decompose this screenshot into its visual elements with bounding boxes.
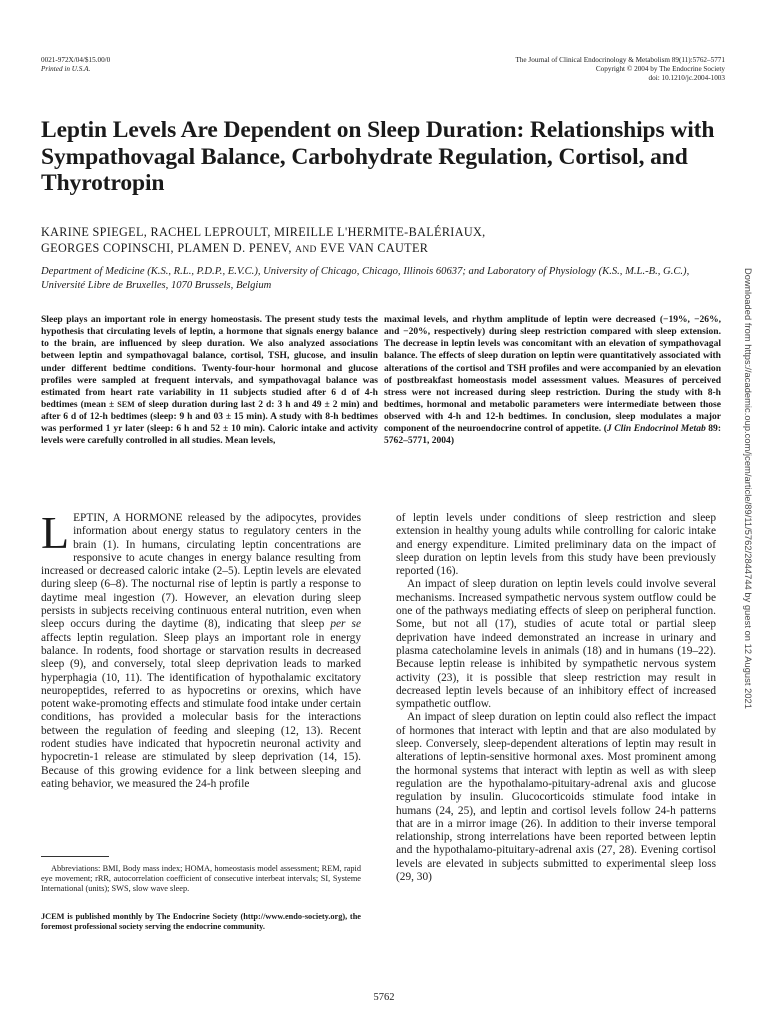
abstract-left-b: of sleep duration during last 2 d: 3 h and 49 ± 2 min) and after 6 d of 12-h bedtimes (sleep: 9 h and 03 ± 15 min). A study with 8-h bedtimes was performed 1 yr later (sleep: 6 h and 52 ± 10 min). Caloric intake and activity levels were carefully controlled in all studies. Mean levels,	[41, 398, 378, 447]
journal-code-header	[41, 56, 110, 74]
abstract-right-a: maximal levels, and rhythm amplitude of leptin were decreased (−19%, −26%, and −20%, respectively) during sleep restriction compared with sleep extension. The decrease in leptin levels was concomitant with an elevation of sympathovagal balance. The effects of sleep duration on leptin were quantitatively associated with alterations of the cortisol and TSH profiles and were accompanied by an elevation of postbreakfast homeostasis model assessment values. Measures of perceived stress were not increased during sleep restriction. During the study with 8-h bedtimes, hormonal and metabolic parameters were intermediate between those observed with 4-h and 12-h bedtimes. In conclusion, sleep modulates a major component of the neuroendocrine control of appetite. (	[384, 314, 721, 435]
abstract-sem: SEM	[117, 399, 135, 409]
abstract-right-b: 89: 5762–5771, 2004)	[384, 423, 722, 447]
intro-per-se: per se	[330, 618, 361, 631]
body-column-left	[41, 507, 361, 791]
issn-line: 0021-972X/04/$15.00/0	[41, 56, 111, 64]
affiliation: Department of Medicine (K.S., R.L., P.D.P., E.V.C.), University of Chicago, Chicago, Illinois 60637; and Laboratory of Physiology (K.S., M.L.-B., G.C.), Université Libre de Bruxelles, 1070 Brussels, Belgium	[41, 266, 690, 291]
body-column-right	[396, 512, 716, 884]
download-note-text: Downloaded from https://academic.oup.com/jcem/article/89/11/5762/2844744 by guest on 12 August 2021	[743, 268, 753, 709]
intro-paragraph-1	[41, 507, 361, 791]
author-list	[41, 224, 721, 258]
author-and: AND	[295, 245, 317, 255]
intro-p1-a: EPTIN, A HORMONE released by the adipocytes, provides information about energy status to regulatory centers in the brain (1). In humans, circulating leptin concentrations are responsive to acute changes in energy balance resulting from increased or decreased caloric intake (2–5). Leptin levels are elevated during sleep (6–8). The nocturnal rise of leptin is partly a response to daytime meal ingestion (7). However, an elevation during sleep persists in subjects receiving continuous enteral nutrition, even when sleep occurs during the daytime (8), indicating that sleep	[41, 512, 361, 631]
doi-line: doi: 10.1210/jc.2004-1003	[648, 74, 725, 82]
copyright-line: Copyright © 2004 by The Endocrine Society	[595, 65, 725, 73]
intro-paragraph-4: An impact of sleep duration on leptin could also reflect the impact of hormones that interact with leptin and that are also modulated by sleep. Conversely, sleep-dependent alterations of leptin may result in alterations of leptin-sensitive hormonal axes. Most prominent among the hormonal systems that interact with leptin as well as with sleep regulation are the hypothalamo-pituitary-adrenal axis and glucose regulation by insulin. Glucocorticoids stimulate food intake in humans (24, 25), and leptin and cortisol levels follow 24-h patterns that are in a mirror image (26). In addition to their inverse temporal relationship, strong interrelations have been reported between leptin and the hypothalamo-pituitary-adrenal axis (27, 28). Evening cortisol levels are elevated in subjects submitted to experimental sleep loss (29, 30)	[396, 711, 716, 884]
page-number: 5762	[373, 992, 395, 1003]
drop-cap: L	[41, 507, 70, 558]
footnote-divider	[41, 856, 109, 857]
abstract-citation: J Clin Endocrinol Metab	[606, 423, 706, 435]
article-title: Leptin Levels Are Dependent on Sleep Duration: Relationships with Sympathovagal Balance, Carbohydrate Regulation, Cortisol, and Thyrotropin	[41, 117, 715, 196]
journal-name-line: The Journal of Clinical Endocrinology & Metabolism 89(11):5762–5771	[515, 56, 725, 64]
download-side-note	[741, 268, 753, 948]
author-line-2b: EVE VAN CAUTER	[320, 241, 429, 255]
author-line-1: KARINE SPIEGEL, RACHEL LEPROULT, MIREILLE L'HERMITE-BALÉRIAUX,	[41, 225, 486, 239]
intro-paragraph-3: An impact of sleep duration on leptin levels could involve several mechanisms. Increased sympathetic nervous system outflow could be one of the pathways mediating effects of sleep on peripheral function. Some, but not all (17), studies of acute total or partial sleep deprivation have indeed demonstrated an increase in urinary and plasma catecholamine levels in animals (18) and in humans (19–22). Because leptin release is inhibited by sympathetic nervous system activity (23), it is possible that sleep restriction may result in decreased leptin levels because of an inhibitory effect of increased sympathetic outflow.	[396, 578, 716, 711]
abstract-left	[41, 314, 378, 447]
author-line-2	[41, 240, 721, 258]
intro-p1-b: affects leptin regulation. Sleep plays an important role in energy balance. In rodents, food shortage or starvation results in decreased sleep (9), and conversely, total sleep deprivation leads to marked hyperphagia (10, 11). The identification of hypothalamic excitatory neuropeptides, referred to as hypocretins or orexins, which have potent wake-promoting effects and stimulate food intake under certain conditions, has provided a molecular basis for the interactions between the regulation of feeding and sleeping (12, 13). Recent rodent studies have indicated that hypocretin neuronal activity and hypocretin-1 release are stimulated by sleep deprivation (14, 15). Because of this growing evidence for a link between sleeping and eating behavior, we measured the 24-h profile	[41, 631, 361, 790]
abbreviations-footnote: Abbreviations: BMI, Body mass index; HOMA, homeostasis model assessment; REM, rapid eye movement; rRR, autocorrelation coefficient of consecutive interbeat intervals; SI, Systeme International (units); SWS, slow wave sleep.	[41, 864, 361, 894]
journal-citation-header	[515, 56, 725, 83]
printed-line: Printed in U.S.A.	[41, 65, 91, 73]
jcem-footnote: JCEM is published monthly by The Endocrine Society (http://www.endo-society.org), the foremost professional society serving the endocrine community.	[41, 912, 361, 932]
abstract-left-a: Sleep plays an important role in energy homeostasis. The present study tests the hypothesis that circulating levels of leptin, a hormone that signals energy balance to the brain, are influenced by sleep duration. We also analyzed associations between leptin and sympathovagal balance, cortisol, TSH, glucose, and insulin under different bedtime conditions. Twenty-four-hour hormonal and glucose profiles were sampled at frequent intervals, and sympathovagal balance was estimated from heart rate variability in 11 subjects studied after 6 d of 4-h bedtimes (mean ±	[41, 314, 378, 410]
author-line-2a: GEORGES COPINSCHI, PLAMEN D. PENEV,	[41, 241, 292, 255]
intro-paragraph-2: of leptin levels under conditions of sleep restriction and sleep extension in healthy young adults while controlling for caloric intake and energy expenditure. Limited preliminary data on the impact of sleep duration on leptin levels from this study have been previously reported (16).	[396, 512, 716, 578]
abstract-right	[384, 314, 721, 447]
